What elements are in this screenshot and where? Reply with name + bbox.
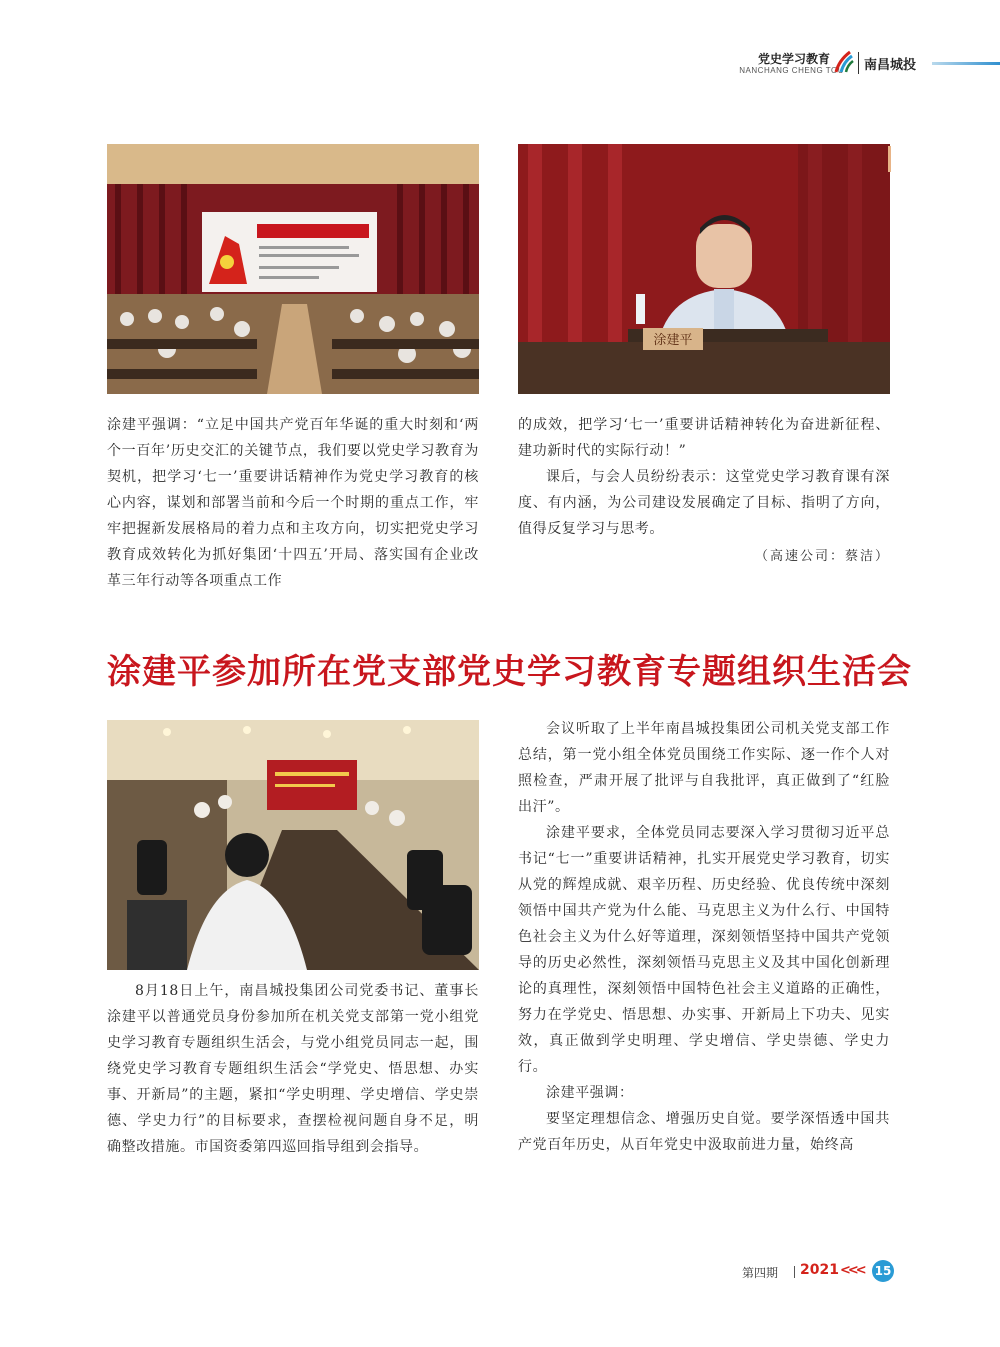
article2-right-column (518, 716, 890, 1158)
page-number: 15 (872, 1260, 894, 1282)
header-divider (858, 52, 859, 74)
header-accent-bar (932, 62, 1000, 65)
article2-headline: 涂建平参加所在党支部党史学习教育专题组织生活会 (107, 652, 912, 692)
article2-paragraph-2: 涂建平要求，全体党员同志要深入学习贯彻习近平总书记“七一”重要讲话精神，扎实开展党史学习教育，切实从党的辉煌成就、艰辛历程、历史经验、优良传统中深刻领悟中国共产党为什么能、马克思主义为什么行、中国特色社会主义为什么好等道理，深刻领悟坚持中国共产党领导的历史必然性，深刻领悟马克思主义及其中国化创新理论的真理性，深刻领悟中国特色社会主义道路的正确性，努力在学党史、悟思想、办实事、开新局上下功夫、见实效，真正做到学史明理、学史增信、学史崇德、学史力行。 (518, 825, 890, 1075)
issue-year: 2021 (800, 1262, 839, 1278)
article1-left-paragraph: 涂建平强调：“立足中国共产党百年华诞的重大时刻和‘两个一百年’历史交汇的关键节点，我们要以党史学习教育为契机，把学习‘七一’重要讲话精神作为党史学习教育的核心内容，谋划和部署当前和今后一个时期的重点工作，牢牢把握新发展格局的着力点和主攻方向，切实把党史学习教育成效转化为抓好集团‘十四五’开局、落实国有企业改革三年行动等各项重点工作 (107, 417, 479, 589)
nameplate-text: 涂建平 (653, 333, 693, 348)
article1-right-column (518, 412, 890, 570)
header-title: 党史学习教育 (757, 52, 830, 66)
company-logo-icon (832, 50, 854, 74)
issue-label: 第四期 (742, 1266, 779, 1280)
article2-left-column (107, 978, 479, 1160)
article1-conclusion: 课后，与会人员纷纷表示：这堂党史学习教育课有深度、有内涵，为公司建设发展确定了目标、指明了方向，值得反复学习与思考。 (518, 469, 890, 537)
photo-speaker (518, 144, 890, 394)
chevrons-icon: <<< (840, 1263, 864, 1278)
article1-continuation: 的成效，把学习‘七一’重要讲话精神转化为奋进新征程、建功新时代的实际行动！” (518, 417, 890, 459)
article2-lead-paragraph: 8月18日上午，南昌城投集团公司党委书记、董事长涂建平以普通党员身份参加所在机关党支部第一党小组党史学习教育专题组织生活会，与党小组党员同志一起，围绕党史学习教育专题组织生活会“学党史、悟思想、办实事、开新局”的主题，紧扣“学史明理、学史增信、学史崇德、学史力行”的目标要求，查摆检视问题自身不足，明确整改措施。市国资委第四巡回指导组到会指导。 (107, 983, 479, 1155)
footer-divider (794, 1266, 795, 1278)
article1-left-column (107, 412, 479, 594)
article2-paragraph-3: 涂建平强调： (546, 1085, 634, 1101)
photo-meeting-room (107, 720, 479, 970)
header-brand: 南昌城投 (864, 58, 917, 73)
article2-paragraph-1: 会议听取了上半年南昌城投集团公司机关党支部工作总结，第一党小组全体党员围绕工作实际、逐一作个人对照检查，严肃开展了批评与自我批评，真正做到了“红脸出汗”。 (518, 721, 890, 815)
page-header (730, 46, 1000, 82)
header-subtitle: NANCHANG CHENG TOU (739, 66, 844, 75)
article1-byline: （高速公司：蔡洁） (754, 549, 890, 564)
photo-lecture-hall (107, 144, 479, 394)
side-accent-bar (888, 146, 891, 172)
article2-paragraph-4: 要坚定理想信念、增强历史自觉。要学深悟透中国共产党百年历史，从百年党史中汲取前进力量，始终高 (518, 1111, 890, 1153)
page-footer (742, 1260, 902, 1284)
